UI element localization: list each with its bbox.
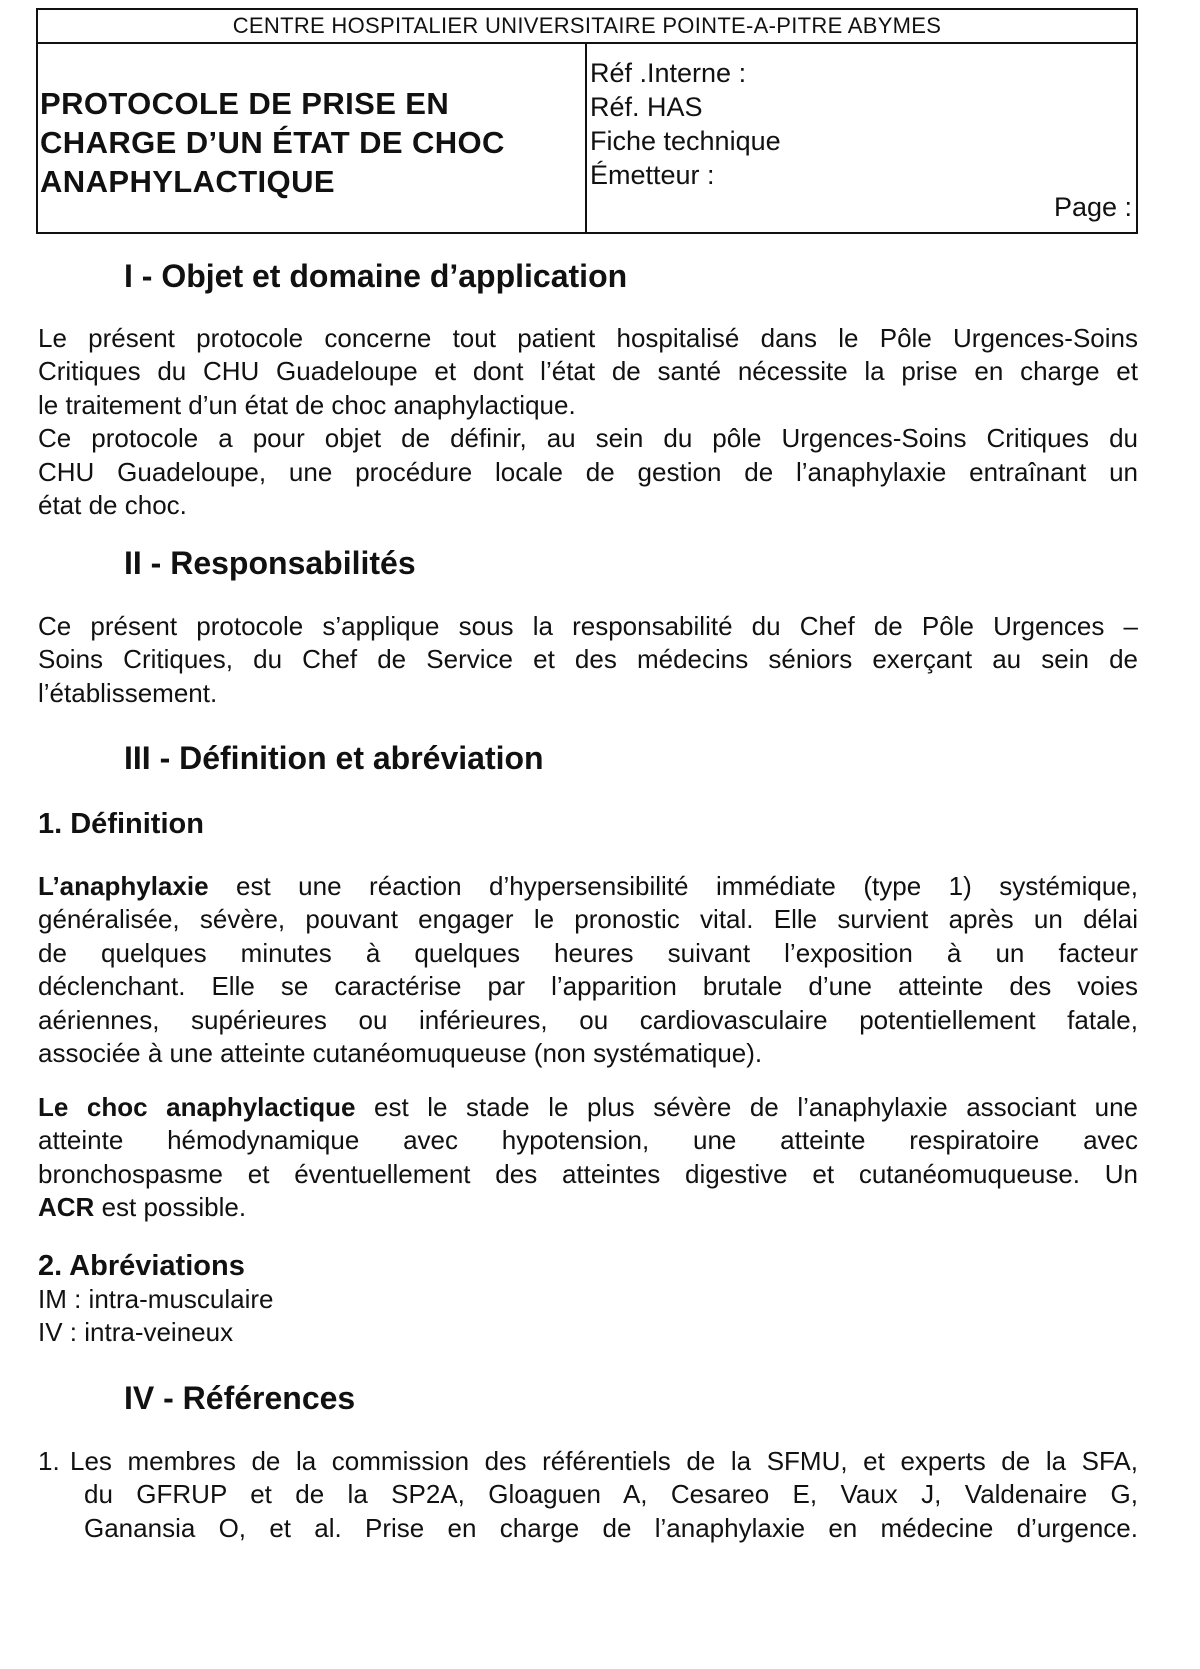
text-line: atteinte hémodynamique avec hypotension, une atteinte respiratoire avec	[38, 1125, 1138, 1156]
title-line: ANAPHYLACTIQUE	[40, 164, 335, 199]
section-1-heading: I - Objet et domaine d’application	[124, 258, 628, 294]
text-line: Les membres de la commission des référentiels de la SFMU, et experts de la SFA,	[70, 1446, 1138, 1476]
text-line: de quelques minutes à quelques heures suivant l’exposition à un facteur	[38, 937, 1138, 968]
text-line: du GFRUP et de la SP2A, Gloaguen A, Cesareo E, Vaux J, Valdenaire G,	[84, 1479, 1138, 1510]
section-4-heading: IV - Références	[124, 1380, 356, 1416]
anaphylaxie-definition	[38, 870, 1138, 1070]
section-3-heading: III - Définition et abréviation	[124, 740, 544, 776]
text-line: CHU Guadeloupe, une procédure locale de gestion de l’anaphylaxie entraînant un	[38, 456, 1138, 487]
text-line	[38, 1191, 1138, 1224]
emetteur: Émetteur :	[590, 160, 715, 190]
text-line: associée à une atteinte cutanéomuqueuse (non systématique).	[38, 1038, 763, 1069]
text-line: Ce présent protocole s’applique sous la responsabilité du Chef de Pôle Urgences –	[38, 611, 1138, 641]
protocol-title	[38, 44, 587, 232]
section-2-text	[38, 610, 1138, 710]
title-line: CHARGE D’UN ÉTAT DE CHOC	[40, 125, 505, 160]
reference-number: 1.	[38, 1446, 60, 1476]
header-table	[36, 8, 1138, 234]
ref-has: Réf. HAS	[590, 92, 703, 122]
reference-box	[587, 44, 1136, 232]
text-line: Ce protocole a pour objet de définir, au sein du pôle Urgences-Soins Critiques du	[38, 423, 1138, 454]
institution-name: CENTRE HOSPITALIER UNIVERSITAIRE POINTE-A-PITRE ABYMES	[38, 10, 1136, 44]
text-line: état de choc.	[38, 490, 187, 521]
text-fragment: est le stade le plus sévère de l’anaphylaxie associant une	[355, 1092, 1138, 1122]
text-line	[38, 870, 1138, 903]
title-line: PROTOCOLE DE PRISE EN	[40, 86, 450, 121]
text-line: Critiques du CHU Guadeloupe et dont l’état de santé nécessite la prise en charge et	[38, 356, 1138, 387]
text-fragment: est une réaction d’hypersensibilité immédiate (type 1) systémique,	[208, 871, 1138, 901]
text-line: l’établissement.	[38, 677, 218, 708]
term-choc: Le choc anaphylactique	[38, 1092, 356, 1122]
text-line: généralisée, sévère, pouvant engager le pronostic vital. Elle survient après un délai	[38, 904, 1138, 935]
page-label: Page :	[1053, 192, 1132, 222]
abbreviations-list	[38, 1283, 1138, 1350]
text-line: Soins Critiques, du Chef de Service et des médecins séniors exerçant au sein de	[38, 644, 1138, 675]
text-line: Ganansia O, et al. Prise en charge de l’anaphylaxie en médecine d’urgence.	[84, 1512, 1138, 1543]
abbreviation-item: IM : intra-musculaire	[38, 1284, 274, 1314]
section-1-text	[38, 322, 1138, 522]
text-line: Le présent protocole concerne tout patient hospitalisé dans le Pôle Urgences-Soins	[38, 323, 1138, 353]
ref-interne: Réf .Interne :	[590, 58, 747, 88]
text-line: déclenchant. Elle se caractérise par l’apparition brutale d’une atteinte des voies	[38, 971, 1138, 1002]
term-acr: ACR	[38, 1192, 95, 1223]
fiche-technique: Fiche technique	[590, 126, 781, 156]
text-line: aériennes, supérieures ou inférieures, ou cardiovasculaire potentiellement fatale,	[38, 1004, 1138, 1035]
abbreviations-heading: 2. Abréviations	[38, 1250, 245, 1282]
reference-item	[38, 1445, 1138, 1545]
text-line	[38, 1091, 1138, 1124]
abbreviation-item: IV : intra-veineux	[38, 1317, 234, 1348]
choc-definition	[38, 1091, 1138, 1225]
definition-heading: 1. Définition	[38, 808, 204, 840]
section-2-heading: II - Responsabilités	[124, 545, 416, 581]
text-line: bronchospasme et éventuellement des atteintes digestive et cutanéomuqueuse. Un	[38, 1158, 1138, 1189]
term-anaphylaxie: L’anaphylaxie	[38, 871, 209, 901]
text-line: le traitement d’un état de choc anaphylactique.	[38, 389, 576, 420]
text-fragment: est possible.	[94, 1192, 247, 1223]
